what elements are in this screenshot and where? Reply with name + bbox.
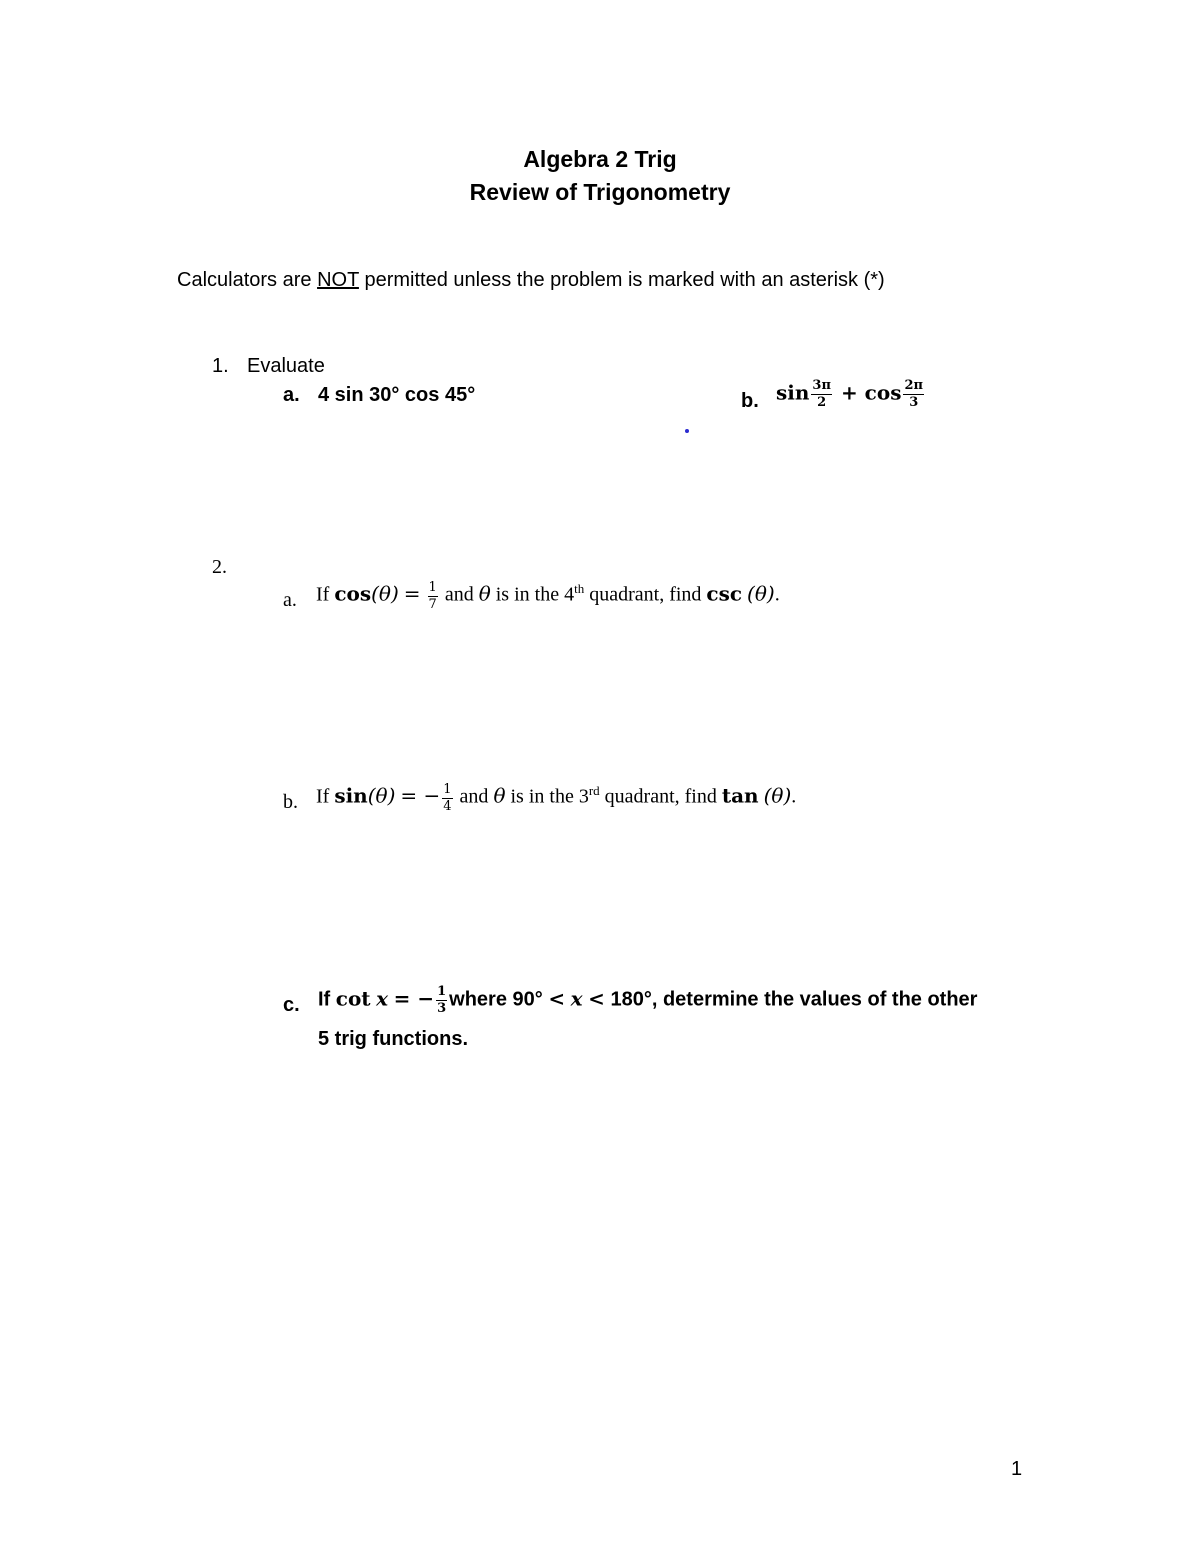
- problem-2b-text3: quadrant, find: [599, 785, 717, 808]
- problem-2c-lt2: <: [588, 986, 605, 1011]
- problem-2c-text: [318, 985, 977, 1015]
- problem-2a-den: 7: [428, 596, 437, 612]
- problem-1b-expression: [776, 379, 926, 409]
- problem-1b-fraction-2: [903, 379, 924, 409]
- problem-2b-text: [316, 783, 796, 813]
- marker-dot: [685, 429, 689, 433]
- problem-1-heading: Evaluate: [247, 355, 325, 377]
- problem-1a-label: a.: [283, 384, 300, 406]
- problem-1b-label: b.: [741, 390, 759, 412]
- problem-2b-text2: is in the 3: [510, 785, 589, 808]
- problem-1b-plus: +: [840, 380, 858, 405]
- problem-2a-text2: is in the 4: [495, 583, 575, 606]
- problem-2a-fn: cos: [334, 581, 372, 606]
- page-subtitle: Review of Trigonometry: [469, 179, 731, 205]
- problem-2c-lt1: <: [548, 986, 566, 1011]
- page-number: 1: [1011, 1458, 1023, 1480]
- problem-2a-num: 1: [428, 580, 437, 595]
- instructions-emphasis: NOT: [317, 269, 359, 291]
- page-title: Algebra 2 Trig: [523, 146, 677, 172]
- problem-2a-find-fn: csc: [706, 581, 743, 606]
- problem-2c-var: x: [376, 986, 389, 1011]
- problem-2a-sup: th: [574, 581, 585, 597]
- problem-1b-fn1: sin: [776, 380, 810, 405]
- problem-2c-label: c.: [283, 994, 300, 1016]
- problem-2b-num: 1: [443, 782, 452, 797]
- problem-2b-find-fn: tan: [721, 783, 759, 808]
- problem-2c-num: 1: [437, 984, 447, 999]
- problem-2c-equals: = −: [393, 986, 435, 1011]
- problem-1b-frac1-den: 2: [817, 394, 827, 410]
- problem-2b-theta: θ: [493, 783, 506, 808]
- problem-2b-equals: = −: [400, 783, 441, 808]
- problem-2a-text: [316, 581, 780, 611]
- problem-2b-label: b.: [283, 791, 298, 813]
- problem-2b-den: 4: [443, 798, 452, 814]
- problem-2b-if: If: [316, 785, 330, 808]
- problem-2a-fraction: [428, 581, 438, 611]
- problem-2c-fraction: [436, 985, 447, 1015]
- problem-2b-end: .: [791, 785, 797, 808]
- problem-1-number: 1.: [212, 355, 229, 377]
- problem-2a-label: a.: [283, 589, 297, 611]
- problem-2a-equals: =: [403, 581, 421, 606]
- problem-2a-if: If: [316, 583, 330, 606]
- problem-2a-theta: θ: [478, 581, 491, 606]
- problem-2c-line2: 5 trig functions.: [318, 1028, 468, 1050]
- instructions-prefix: Calculators are: [177, 269, 318, 291]
- problem-2a-text3: quadrant, find: [584, 583, 702, 606]
- problem-1b-frac2-den: 3: [909, 394, 919, 410]
- problem-2a-arg: (θ): [371, 581, 399, 606]
- problem-2-number: 2.: [212, 556, 227, 578]
- problem-2b-find-arg: (θ): [763, 783, 792, 808]
- problem-1a-expression: 4 sin 30° cos 45°: [318, 384, 476, 406]
- problem-2b-fn: sin: [334, 783, 368, 808]
- problem-2c-if: If: [318, 988, 331, 1011]
- problem-2c-den: 3: [437, 1000, 447, 1016]
- problem-2b-arg: (θ): [367, 783, 396, 808]
- instructions: [177, 269, 885, 292]
- problem-2a-find-arg: (θ): [747, 581, 775, 606]
- problem-2a-text1: and: [444, 583, 474, 606]
- instructions-suffix: permitted unless the problem is marked with an asterisk (*): [358, 269, 885, 291]
- problem-2a-end: .: [774, 583, 780, 606]
- problem-2c-fn: cot: [335, 986, 371, 1011]
- problem-1b-frac2-num: 2π: [904, 378, 924, 393]
- problem-2c-text1: where 90°: [449, 988, 543, 1011]
- problem-2c-var2: x: [570, 986, 583, 1011]
- problem-2c-text2: 180°, determine the values of the other: [610, 988, 978, 1011]
- problem-2b-text1: and: [459, 785, 489, 808]
- problem-1b-fraction-1: [811, 379, 832, 409]
- problem-1b-frac1-num: 3π: [812, 378, 831, 393]
- problem-1b-fn2: cos: [864, 380, 902, 405]
- problem-2b-sup: rd: [588, 783, 600, 799]
- problem-2b-fraction: [442, 783, 452, 813]
